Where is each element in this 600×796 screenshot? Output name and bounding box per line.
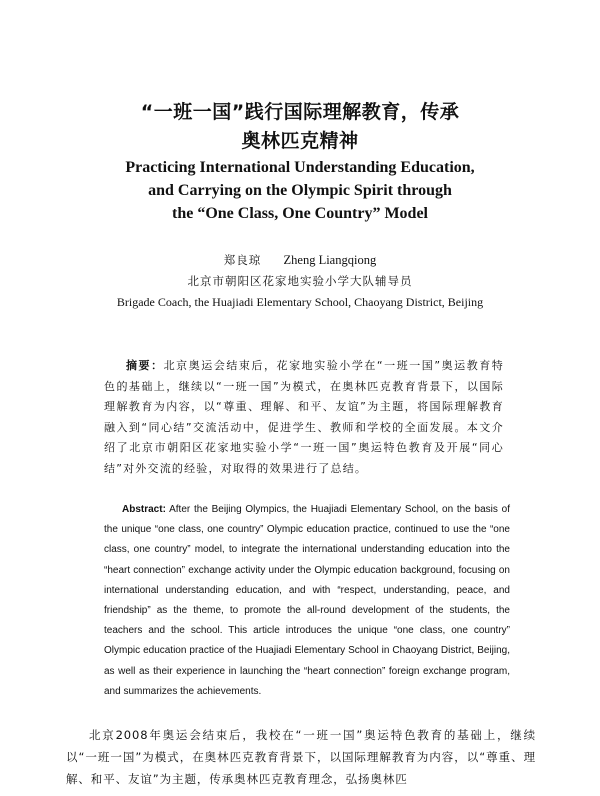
title-en-line-3: the “One Class, One Country” Model (172, 205, 428, 222)
title-en-line-1: Practicing International Understanding Education, (125, 159, 475, 176)
abstract-cn-label: 摘要： (126, 359, 164, 372)
affiliation-en: Brigade Coach, the Huajiadi Elementary School, Chaoyang District, Beijing (116, 295, 484, 309)
abstract-cn (104, 356, 504, 479)
abstract-en-text: After the Beijing Olympics, the Huajiadi Elementary School, on the basis of the unique “one class, one country” Olympic education practice, continued to use the “one class, one country” model, to integrate the international understanding education into the “heart connection” exchange activity under the Olympic education background, focusing on international understanding education, and with “respect, understanding, peace, and friendship” as the theme, to promote the all-round development of the students, the teachers and the school. This article introduces the unique “one class, one country” Olympic education practice of the Huajiadi Elementary School in Chaoyang District, Beijing, as well as their experience in launching the “heart connection” foreign exchange program, and summarizes the achievements. (104, 504, 510, 697)
title-en-line-2: and Carrying on the Olympic Spirit through (148, 182, 452, 199)
affiliation-cn: 北京市朝阳区花家地实验小学大队辅导员 (187, 274, 413, 288)
author-name-cn: 郑良琼 (223, 253, 262, 267)
author-line (0, 252, 600, 268)
body-text: 北京2008年奥运会结束后，我校在“一班一国”奥运特色教育的基础上，继续以“一班一国”为模式，在奥林匹克教育背景下，以国际理解教育为内容，以“尊重、理解、和平、友谊”为主题，传承奥林匹克教育理念，弘扬奥林匹 (66, 728, 536, 786)
title-cn-line-2: 奥林匹克精神 (241, 130, 359, 152)
abstract-cn-text: 北京奥运会结束后，花家地实验小学在“一班一国”奥运教育特色的基础上，继续以“一班一国”为模式，在奥林匹克教育背景下，以国际理解教育为内容，以“尊重、理解、和平、友谊”为主题，将国际理解教育融入到“同心结”交流活动中，促进学生、教师和学校的全面发展。本文介绍了北京市朝阳区花家地实验小学“一班一国”奥运特色教育及开展“同心结”对外交流的经验，对取得的效果进行了总结。 (104, 359, 504, 475)
author-name-en: Zheng Liangqiong (283, 253, 377, 267)
body-paragraph-1 (66, 724, 536, 790)
abstract-en-label: Abstract: (122, 504, 166, 515)
title-cn-line-1: “一班一国”践行国际理解教育，传承 (140, 101, 460, 123)
abstract-en (104, 500, 510, 702)
